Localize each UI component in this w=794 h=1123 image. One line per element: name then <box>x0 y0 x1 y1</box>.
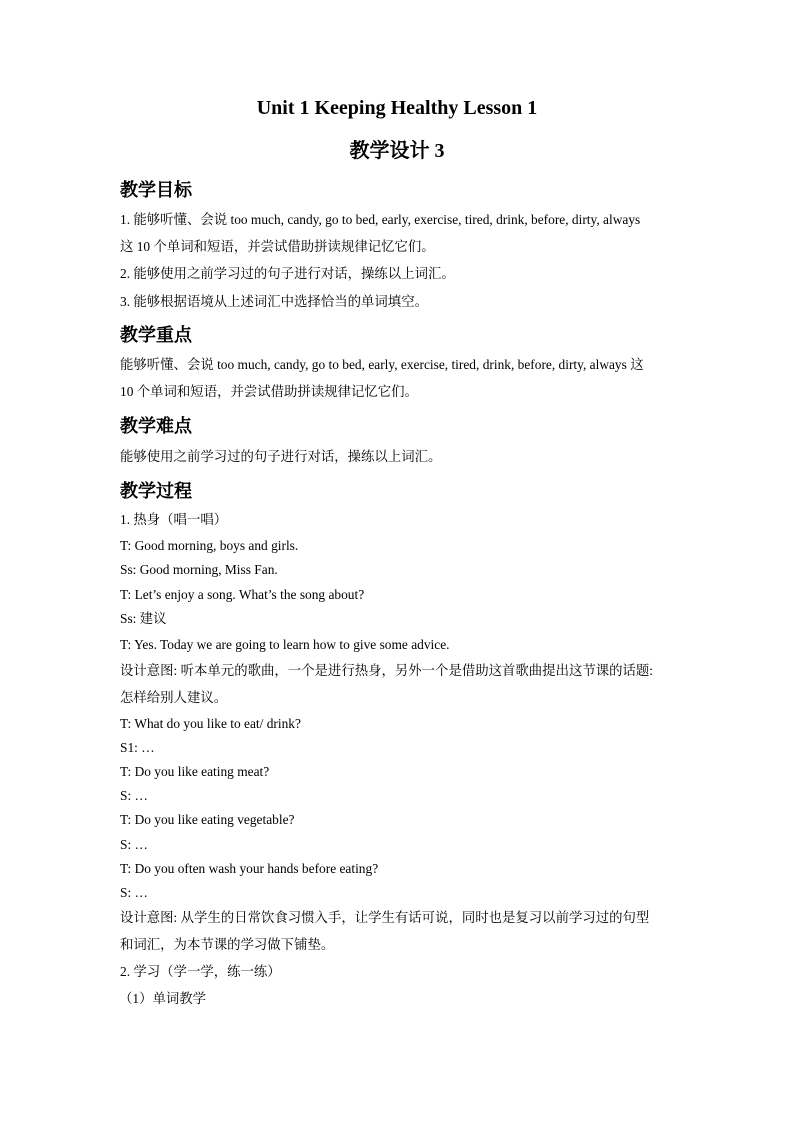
process-line: Ss: 建议 <box>120 611 167 626</box>
document-subtitle: 教学设计 3 <box>349 140 445 162</box>
document-title: Unit 1 Keeping Healthy Lesson 1 <box>256 97 538 119</box>
objectives-line: 3. 能够根据语境从上述词汇中选择恰当的单词填空。 <box>120 294 428 309</box>
process-line: T: Good morning, boys and girls. <box>120 538 299 553</box>
section-heading-difficulties: 教学难点 <box>120 416 192 436</box>
process-line: 和词汇，为本节课的学习做下铺垫。 <box>120 937 335 952</box>
objectives-line: 1. 能够听懂、会说 too much, candy, go to bed, early, exercise, tired, drink, before, dirty, always <box>120 212 641 227</box>
process-line: 怎样给别人建议。 <box>120 690 228 705</box>
objectives-line: 这 10 个单词和短语，并尝试借助拼读规律记忆它们。 <box>120 239 435 254</box>
difficulties-line: 能够使用之前学习过的句子进行对话，操练以上词汇。 <box>120 449 442 464</box>
process-line: 设计意图: 听本单元的歌曲，一个是进行热身，另外一个是借助这首歌曲提出这节课的话题: <box>120 663 654 678</box>
process-line: （1）单词教学 <box>119 991 207 1006</box>
process-line: S: … <box>120 788 148 803</box>
key-points-line: 能够听懂、会说 too much, candy, go to bed, early, exercise, tired, drink, before, dirty, always 这 <box>120 357 644 372</box>
process-line: 1. 热身（唱一唱） <box>120 512 228 527</box>
process-line: T: Let’s enjoy a song. What’s the song about? <box>120 587 365 602</box>
process-line: Ss: Good morning, Miss Fan. <box>120 562 278 577</box>
key-points-line: 10 个单词和短语，并尝试借助拼读规律记忆它们。 <box>120 384 418 399</box>
process-line: T: Do you like eating vegetable? <box>120 812 295 827</box>
process-line: T: Do you like eating meat? <box>120 764 270 779</box>
section-heading-objectives: 教学目标 <box>120 180 192 200</box>
section-heading-process: 教学过程 <box>120 481 192 501</box>
process-line: T: Do you often wash your hands before eating? <box>120 861 379 876</box>
process-line: S: … <box>120 837 148 852</box>
section-heading-key-points: 教学重点 <box>120 325 192 345</box>
process-line: S: … <box>120 885 148 900</box>
process-line: 2. 学习（学一学，练一练） <box>120 964 281 979</box>
objectives-line: 2. 能够使用之前学习过的句子进行对话，操练以上词汇。 <box>120 266 455 281</box>
process-line: T: Yes. Today we are going to learn how to give some advice. <box>120 637 450 652</box>
process-line: S1: … <box>120 740 155 755</box>
process-line: 设计意图: 从学生的日常饮食习惯入手，让学生有话可说，同时也是复习以前学习过的句型 <box>120 910 650 925</box>
process-line: T: What do you like to eat/ drink? <box>120 716 301 731</box>
